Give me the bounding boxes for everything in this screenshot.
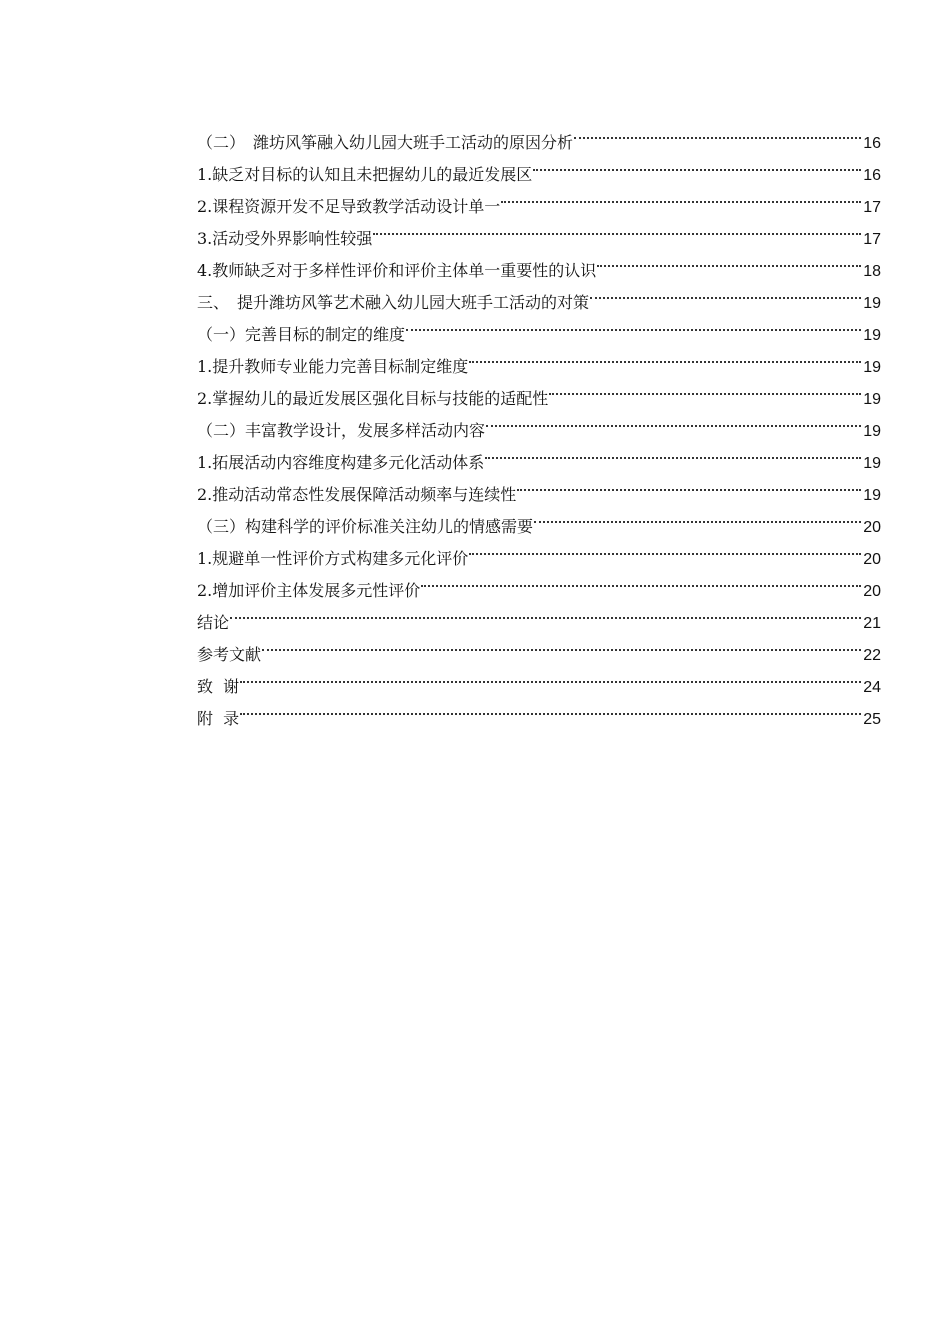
toc-entry-page: 16 xyxy=(863,135,881,152)
toc-dot-leader xyxy=(548,372,862,404)
toc-entry-page: 19 xyxy=(863,295,881,312)
toc-entry-title: 4.教师缺乏对于多样性评价和评价主体单一重要性的认识 xyxy=(197,261,597,280)
toc-dot-leader xyxy=(500,180,862,212)
toc-dot-leader xyxy=(261,628,862,660)
toc-entry-page: 19 xyxy=(863,359,881,376)
toc-entry-title: 2.掌握幼儿的最近发展区强化目标与技能的适配性 xyxy=(197,389,549,408)
toc-dot-leader xyxy=(532,148,862,180)
toc-dot-leader xyxy=(405,308,862,340)
table-of-contents xyxy=(197,116,881,728)
toc-entry-page: 17 xyxy=(863,231,881,248)
toc-entry-page: 19 xyxy=(863,391,881,408)
toc-entry-title: 1.缺乏对目标的认知且未把握幼儿的最近发展区 xyxy=(197,165,533,184)
toc-entry-title: （三）构建科学的评价标准关注幼儿的情感需要 xyxy=(197,517,534,536)
toc-entry-page: 24 xyxy=(863,679,881,696)
toc-dot-leader xyxy=(573,116,862,148)
toc-entry-page: 19 xyxy=(863,423,881,440)
toc-dot-leader xyxy=(516,468,862,500)
toc-entry-title: 2.推动活动常态性发展保障活动频率与连续性 xyxy=(197,485,517,504)
toc-dot-leader xyxy=(589,276,862,308)
toc-entry-page: 25 xyxy=(863,711,881,728)
toc-entry-title: 1.提升教师专业能力完善目标制定维度 xyxy=(197,357,469,376)
toc-dot-leader xyxy=(485,404,862,436)
toc-entry-title: 附 录 xyxy=(197,709,240,728)
toc-entry-page: 20 xyxy=(863,583,881,600)
toc-entry-page: 20 xyxy=(863,551,881,568)
toc-entry[interactable] xyxy=(197,660,881,696)
toc-entry[interactable] xyxy=(197,596,881,632)
toc-entry-page: 17 xyxy=(863,199,881,216)
toc-entry-title: 2.增加评价主体发展多元性评价 xyxy=(197,581,421,600)
toc-entry-title: 1.拓展活动内容维度构建多元化活动体系 xyxy=(197,453,485,472)
toc-dot-leader xyxy=(372,212,862,244)
toc-entry-title: 致 谢 xyxy=(197,677,240,696)
toc-entry-title: （二）丰富教学设计，发展多样活动内容 xyxy=(197,421,486,440)
toc-entry-page: 20 xyxy=(863,519,881,536)
toc-entry-title: （二） 潍坊风筝融入幼儿园大班手工活动的原因分析 xyxy=(197,133,574,152)
toc-entry-title: （一）完善目标的制定的维度 xyxy=(197,325,406,344)
toc-dot-leader xyxy=(468,340,862,372)
toc-dot-leader xyxy=(533,500,862,532)
toc-dot-leader xyxy=(239,692,862,724)
toc-entry-title: 结论 xyxy=(197,613,230,632)
toc-entry-title: 参考文献 xyxy=(197,645,262,664)
toc-dot-leader xyxy=(239,660,862,692)
toc-entry-title: 1.规避单一性评价方式构建多元化评价 xyxy=(197,549,469,568)
toc-entry-page: 18 xyxy=(863,263,881,280)
toc-entry-page: 19 xyxy=(863,327,881,344)
toc-dot-leader xyxy=(420,564,862,596)
toc-entry-title: 三、 提升潍坊风筝艺术融入幼儿园大班手工活动的对策 xyxy=(197,293,590,312)
toc-entry-title: 3.活动受外界影响性较强 xyxy=(197,229,373,248)
toc-entry[interactable] xyxy=(197,692,881,728)
toc-entry-page: 21 xyxy=(863,615,881,632)
toc-entry-page: 19 xyxy=(863,455,881,472)
toc-dot-leader xyxy=(468,532,862,564)
toc-entry-title: 2.课程资源开发不足导致教学活动设计单一 xyxy=(197,197,501,216)
toc-dot-leader xyxy=(596,244,862,276)
toc-entry[interactable] xyxy=(197,628,881,664)
toc-entry[interactable] xyxy=(197,116,881,152)
toc-entry-page: 19 xyxy=(863,487,881,504)
toc-entry-page: 16 xyxy=(863,167,881,184)
toc-entry-page: 22 xyxy=(863,647,881,664)
toc-dot-leader xyxy=(229,596,862,628)
toc-dot-leader xyxy=(484,436,862,468)
